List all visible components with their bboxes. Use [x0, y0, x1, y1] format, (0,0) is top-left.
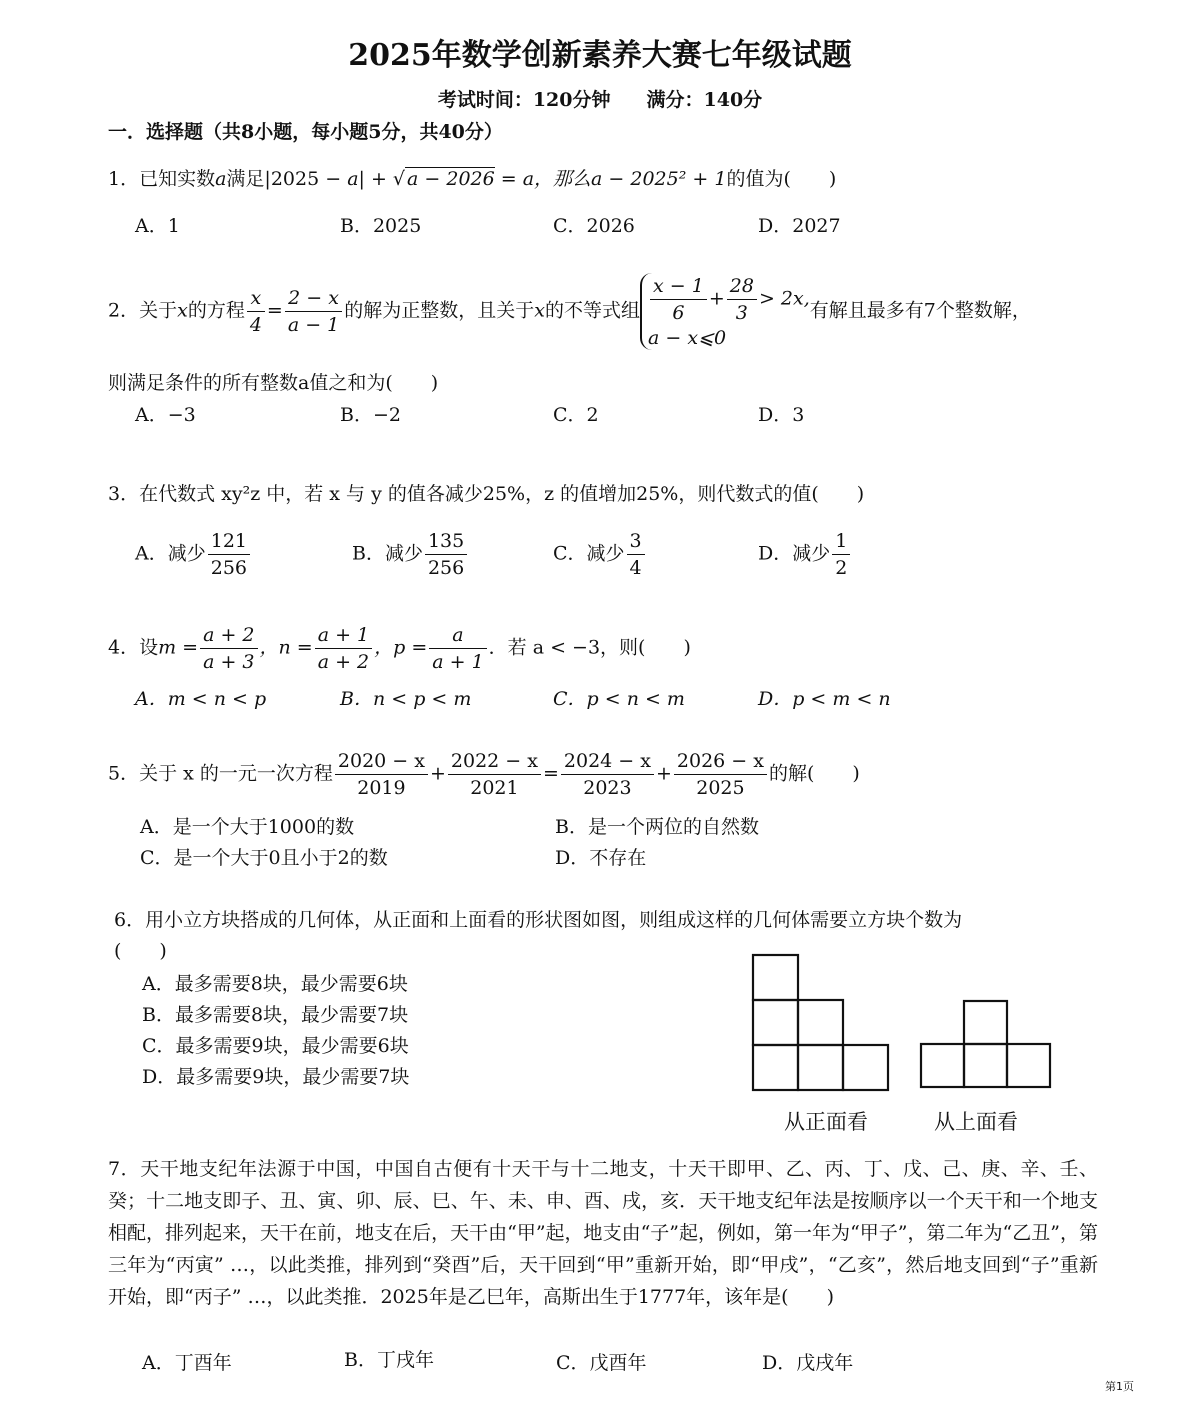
q1-eq: = a，那么	[494, 168, 592, 190]
front-cube	[753, 1000, 798, 1045]
q3-option-c-frac	[627, 528, 645, 581]
top-cube	[964, 1044, 1007, 1087]
q2-inequality-system	[640, 273, 810, 350]
q2-t4: 有解且最多有7个整数解，	[809, 299, 1031, 322]
question-3: 3．在代数式 xy²z 中，若 x 与 y 的值各减少25%，z 的值增加25%，则代数式的值( )	[108, 483, 865, 505]
front-cube	[798, 1000, 843, 1045]
q3-option-a-num: 121	[208, 528, 250, 555]
q5-option-c: C．是一个大于0且小于2的数	[140, 847, 388, 869]
q1-radicand: a − 2026	[407, 168, 495, 190]
q5-frac-1-den: 2019	[357, 777, 406, 799]
q2-t1: 的方程	[187, 299, 245, 322]
top-view-label: 从上面看	[934, 1110, 1018, 1134]
q2-frac-2-num: 2 − x	[285, 285, 342, 312]
q3-option-c-label: C．减少	[553, 542, 625, 565]
q4-frac-p	[429, 622, 486, 675]
page-number: 第1页	[1105, 1380, 1134, 1393]
question-2	[108, 273, 1031, 350]
q2-frac-1-den: 4	[249, 314, 262, 336]
q2-option-a: A．−3	[135, 404, 196, 426]
q3-option-b-num: 135	[425, 528, 467, 555]
q1-prefix: 1．已知实数	[108, 168, 216, 190]
question-5	[108, 748, 860, 801]
q5-frac-4-den: 2025	[696, 777, 745, 799]
front-cube	[798, 1045, 843, 1090]
q4-option-b: B．n < p < m	[340, 688, 472, 710]
q4-frac-n	[315, 622, 372, 675]
q1-mid: 满足|2025 −	[226, 168, 342, 190]
front-cube	[843, 1045, 888, 1090]
q5-option-b: B．是一个两位的自然数	[555, 816, 759, 838]
q2-frac-1	[247, 285, 265, 338]
q3-option-c-den: 4	[629, 557, 642, 579]
q2-sys-gt: > 2x,	[758, 287, 810, 310]
q3-option-a-frac	[208, 528, 250, 581]
exam-title: 2025年数学创新素养大赛七年级试题	[348, 38, 852, 73]
q5-plus-2: +	[655, 762, 672, 785]
q3-option-a-den: 256	[210, 557, 247, 579]
q3-option-d-label: D．减少	[758, 542, 831, 565]
q4-frac-p-num: a	[429, 622, 486, 649]
q5-frac-2	[448, 748, 541, 801]
q4-p: ，p =	[374, 636, 428, 659]
q1-var-a2: a	[347, 168, 359, 190]
q3-option-c	[553, 528, 647, 581]
q4-frac-m-den: a + 3	[203, 651, 255, 673]
q6-option-c: C．最多需要9块，最少需要6块	[142, 1035, 409, 1057]
q4-option-a: A．m < n < p	[135, 688, 267, 710]
q5-frac-1	[335, 748, 428, 801]
front-view-label: 从正面看	[784, 1110, 868, 1134]
q3-option-a	[135, 528, 252, 581]
q2-sys-frac-1	[650, 273, 707, 326]
q4-frac-m	[200, 622, 257, 675]
q1-mid2: | + √	[358, 168, 406, 190]
q4-m: m =	[158, 636, 199, 659]
top-cube	[1007, 1044, 1050, 1087]
question-4	[108, 622, 691, 675]
q4-prefix: 4．设	[108, 636, 159, 659]
front-cube	[753, 955, 798, 1000]
q3-option-b-frac	[425, 528, 467, 581]
q2-frac-2	[285, 285, 342, 338]
q2-line-b: 则满足条件的所有整数a值之和为( )	[108, 372, 439, 394]
q2-x2: x	[534, 299, 545, 322]
q1-var-a: a	[215, 168, 227, 190]
q2-t2: 的解为正整数，且关于	[344, 299, 535, 322]
q5-frac-4-num: 2026 − x	[674, 748, 767, 775]
q6-option-b: B．最多需要8块，最少需要7块	[142, 1004, 409, 1026]
q1-suffix: 的值为( )	[726, 168, 837, 190]
q2-sys-plus: +	[708, 287, 725, 310]
q2-frac-1-num: x	[247, 285, 265, 312]
q1-option-c: C．2026	[553, 215, 635, 237]
q4-option-d: D．p < m < n	[758, 688, 891, 710]
question-6: 6．用小立方块搭成的几何体，从正面和上面看的形状图如图，则组成这样的几何体需要立方块个数为	[114, 909, 963, 931]
top-cube	[921, 1044, 964, 1087]
q4-frac-n-num: a + 1	[315, 622, 372, 649]
q5-frac-2-den: 2021	[470, 777, 519, 799]
q2-prefix: 2．关于	[108, 299, 178, 322]
q3-option-c-num: 3	[627, 528, 645, 555]
q4-condition: ．若 a < −3，则( )	[488, 636, 691, 659]
exam-score: 满分：140分	[646, 89, 763, 111]
q7-option-b: B．丁戌年	[344, 1349, 434, 1371]
q2-t3: 的不等式组	[545, 299, 641, 322]
q5-frac-3	[561, 748, 654, 801]
q2-option-c: C．2	[553, 404, 599, 426]
q5-plus-1: +	[429, 762, 446, 785]
q4-frac-p-den: a + 1	[432, 651, 484, 673]
exam-info	[0, 85, 1200, 112]
q1-option-b: B．2025	[340, 215, 422, 237]
q5-frac-4	[674, 748, 767, 801]
q2-sys-frac-2	[727, 273, 757, 326]
front-cube	[753, 1045, 798, 1090]
q6-option-a: A．最多需要8块，最少需要6块	[142, 973, 408, 995]
q5-eq: =	[542, 762, 559, 785]
q5-prefix: 5．关于 x 的一元一次方程	[108, 762, 333, 785]
q5-frac-2-num: 2022 − x	[448, 748, 541, 775]
q2-sys-line-2: a − x⩽0	[648, 327, 727, 349]
q6-option-d: D．最多需要9块，最少需要7块	[142, 1066, 410, 1088]
q4-option-c: C．p < n < m	[553, 688, 685, 710]
q7-option-d: D．戊戌年	[762, 1352, 854, 1374]
q5-option-a: A．是一个大于1000的数	[140, 816, 355, 838]
top-view-figure	[921, 1001, 1050, 1087]
q5-frac-3-num: 2024 − x	[561, 748, 654, 775]
q2-option-d: D．3	[758, 404, 805, 426]
q7-option-c: C．戊酉年	[556, 1352, 647, 1374]
q5-option-d: D．不存在	[555, 847, 647, 869]
exam-time: 考试时间：120分钟	[437, 89, 611, 111]
q6-paren: ( )	[114, 940, 167, 962]
q4-frac-n-den: a + 2	[317, 651, 370, 673]
q3-option-d	[758, 528, 852, 581]
q3-option-d-num: 1	[832, 528, 850, 555]
q2-sys-frac-1-den: 6	[672, 302, 685, 324]
q4-n: ，n =	[259, 636, 313, 659]
q2-frac-2-den: a − 1	[287, 314, 340, 336]
q1-expr: a − 2025² + 1	[591, 168, 727, 190]
q5-frac-1-num: 2020 − x	[335, 748, 428, 775]
top-cube	[964, 1001, 1007, 1044]
q3-option-b-den: 256	[427, 557, 465, 579]
question-1	[108, 164, 836, 191]
q2-sys-frac-2-den: 3	[735, 302, 748, 324]
q1-option-d: D．2027	[758, 215, 841, 237]
q6-figure	[740, 945, 1070, 1105]
q4-frac-m-num: a + 2	[200, 622, 257, 649]
q2-option-b: B．−2	[340, 404, 401, 426]
q5-suffix: 的解( )	[768, 762, 860, 785]
q2-eq: =	[266, 299, 283, 322]
q3-option-d-den: 2	[835, 557, 848, 579]
q3-option-d-frac	[832, 528, 850, 581]
q2-sys-frac-2-num: 28	[727, 273, 757, 300]
q3-option-a-label: A．减少	[135, 542, 206, 565]
q7-option-a: A．丁酉年	[142, 1352, 232, 1374]
q3-option-b	[352, 528, 469, 581]
section-heading: 一．选择题（共8小题，每小题5分，共40分）	[108, 121, 503, 143]
q3-option-b-label: B．减少	[352, 542, 423, 565]
front-view-figure	[753, 955, 888, 1090]
q5-frac-3-den: 2023	[583, 777, 632, 799]
question-7: 7．天干地支纪年法源于中国，中国自古便有十天干与十二地支，十天干即甲、乙、丙、丁、戊、己、庚、辛、壬、癸；十二地支即子、丑、寅、卯、辰、巳、午、未、申、酉、戌，亥．天干地支纪年法是按顺序以一个天干和一个地支相配，排列起来，天干在前，地支在后，天干由“甲”起，地支由“子”起，例如，第一年为“甲子”，第二年为“乙丑”，第三年为“丙寅” …，以此类推，排列到“癸酉”后，天干回到“甲”重新开始，即“甲戌”，“乙亥”，然后地支回到“子”重新开始，即“丙子” …，以此类推．2025年是乙巳年，高斯出生于1777年，该年是( )	[108, 1158, 1098, 1308]
q2-x: x	[177, 299, 188, 322]
q2-sys-frac-1-num: x − 1	[650, 273, 707, 300]
q1-option-a: A．1	[135, 215, 180, 237]
